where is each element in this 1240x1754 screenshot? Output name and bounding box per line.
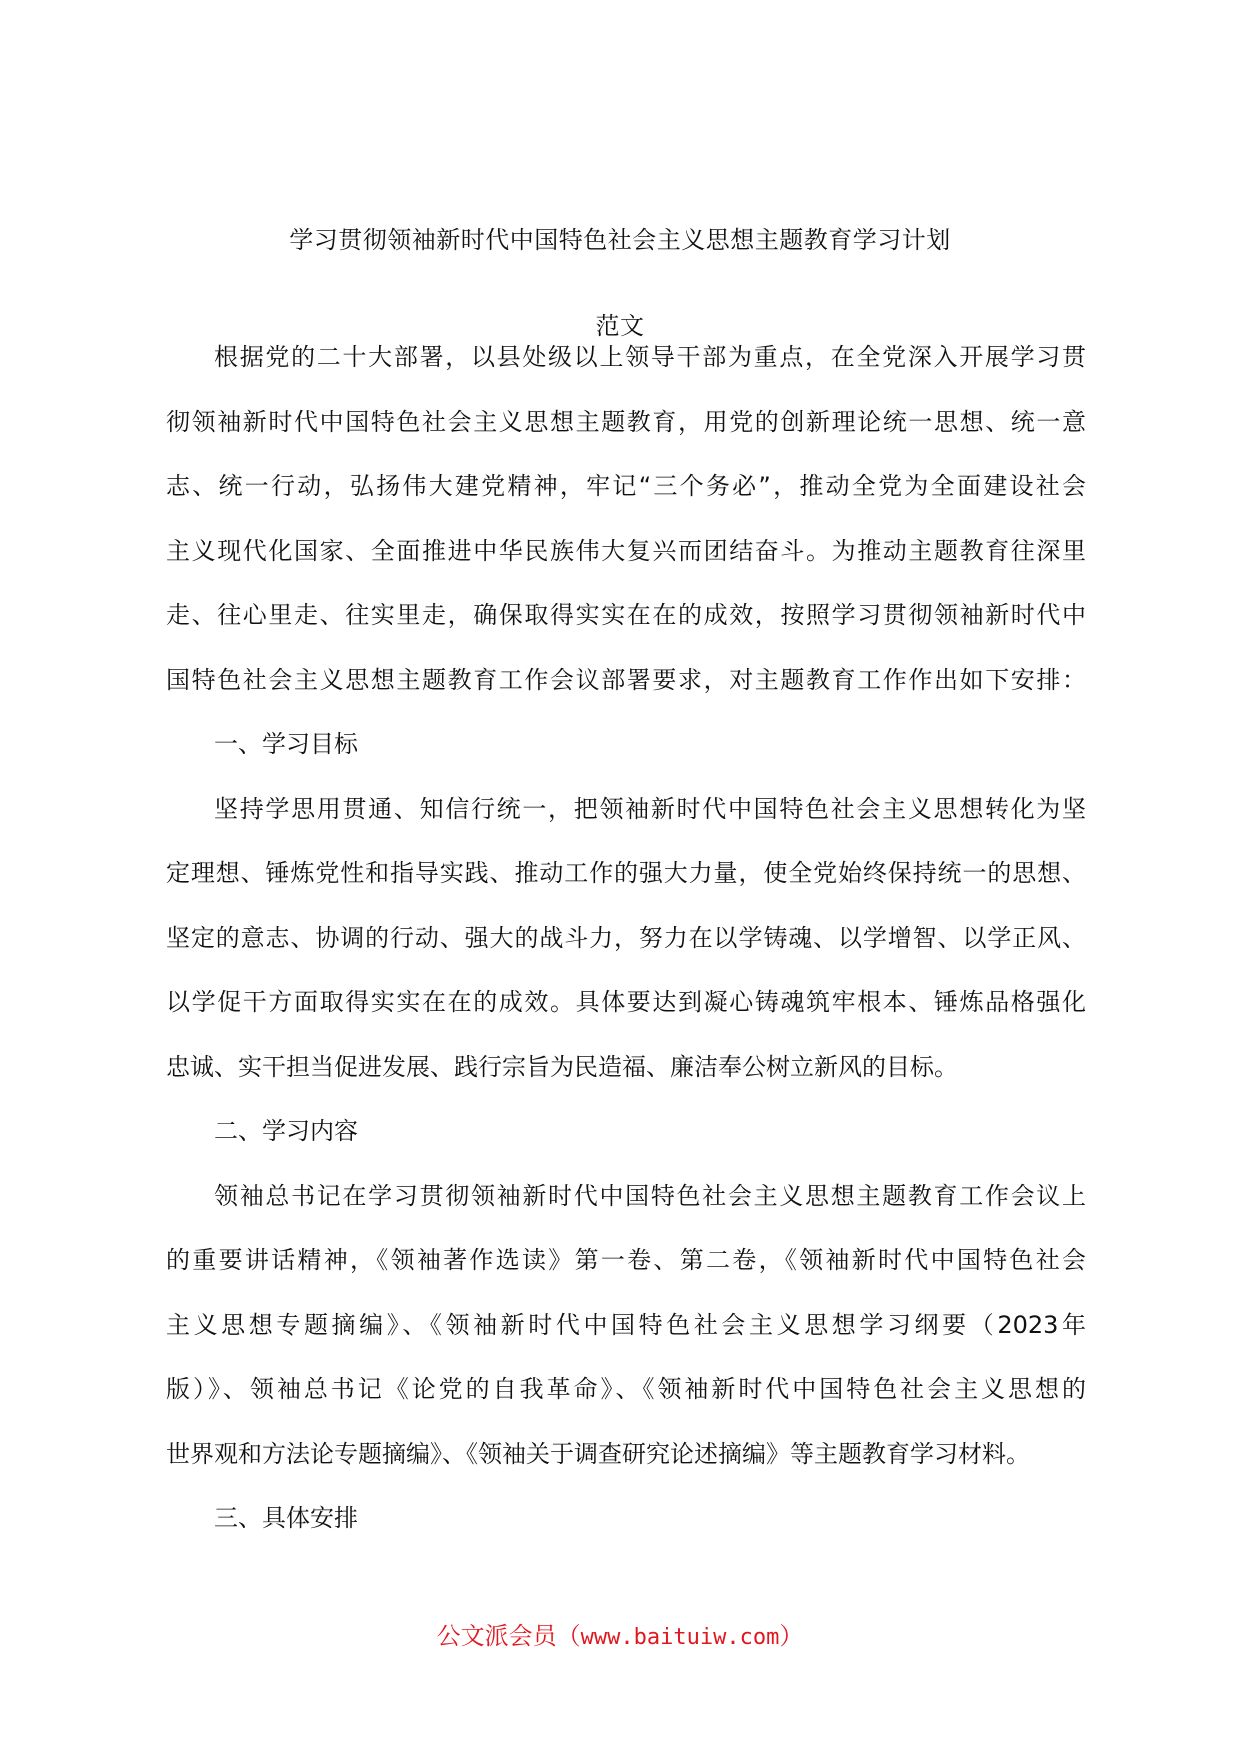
section-heading: 三、具体安排 [214,1504,358,1532]
paragraph-line: 根据党的二十大部署，以县处级以上领导干部为重点，在全党深入开展学习贯 [214,343,1086,371]
paragraph-line: 坚持学思用贯通、知信行统一，把领袖新时代中国特色社会主义思想转化为坚 [214,794,1086,823]
paragraph-line: 国特色社会主义思想主题教育工作会议部署要求，对主题教育工作作出如下安排： [166,665,1086,694]
paragraph-line: 主义现代化国家、全面推进中华民族伟大复兴而团结奋斗。为推动主题教育往深里 [166,536,1086,565]
document-body [166,325,1086,1551]
footer-watermark [0,1616,1240,1651]
paragraph-line: 以学促干方面取得实实在在的成效。具体要达到凝心铸魂筑牢根本、锤炼品格强化 [166,988,1086,1016]
paragraph-line: 坚定的意志、协调的行动、强大的战斗力，努力在以学铸魂、以学增智、以学正风、 [166,923,1086,952]
paragraph-line: 定理想、锤炼党性和指导实践、推动工作的强大力量，使全党始终保持统一的思想、 [166,859,1086,887]
footer-close: ） [779,1622,804,1650]
footer-link[interactable]: www.baituiw.com [580,1625,780,1650]
paragraph-line: 彻领袖新时代中国特色社会主义思想主题教育，用党的创新理论统一思想、统一意 [166,407,1086,436]
paragraph-line: 志、统一行动，弘扬伟大建党精神，牢记“三个务必”，推动全党为全面建设社会 [166,472,1086,500]
paragraph-line: 领袖总书记在学习贯彻领袖新时代中国特色社会主义思想主题教育工作会议上 [214,1181,1086,1210]
paragraph-line: 主义思想专题摘编》、《领袖新时代中国特色社会主义思想学习纲要（2023年 [166,1310,1086,1339]
document-title: 学习贯彻领袖新时代中国特色社会主义思想主题教育学习计划 [289,226,951,254]
section-heading: 二、学习内容 [214,1117,358,1145]
footer-label: 公文派会员（ [436,1622,581,1650]
paragraph-line: 走、往心里走、往实里走，确保取得实实在在的成效，按照学习贯彻领袖新时代中 [166,601,1086,629]
paragraph-line: 世界观和方法论专题摘编》、《领袖关于调查研究论述摘编》等主题教育学习材料。 [166,1439,1030,1468]
section-heading: 一、学习目标 [214,730,358,758]
document-subtitle: 范文 [595,312,645,340]
paragraph-line: 版）》、领袖总书记《论党的自我革命》、《领袖新时代中国特色社会主义思想的 [166,1375,1086,1403]
paragraph-line: 忠诚、实干担当促进发展、践行宗旨为民造福、廉洁奉公树立新风的目标。 [166,1052,958,1081]
paragraph-line: 的重要讲话精神，《领袖著作选读》第一卷、第二卷，《领袖新时代中国特色社会 [166,1246,1086,1274]
